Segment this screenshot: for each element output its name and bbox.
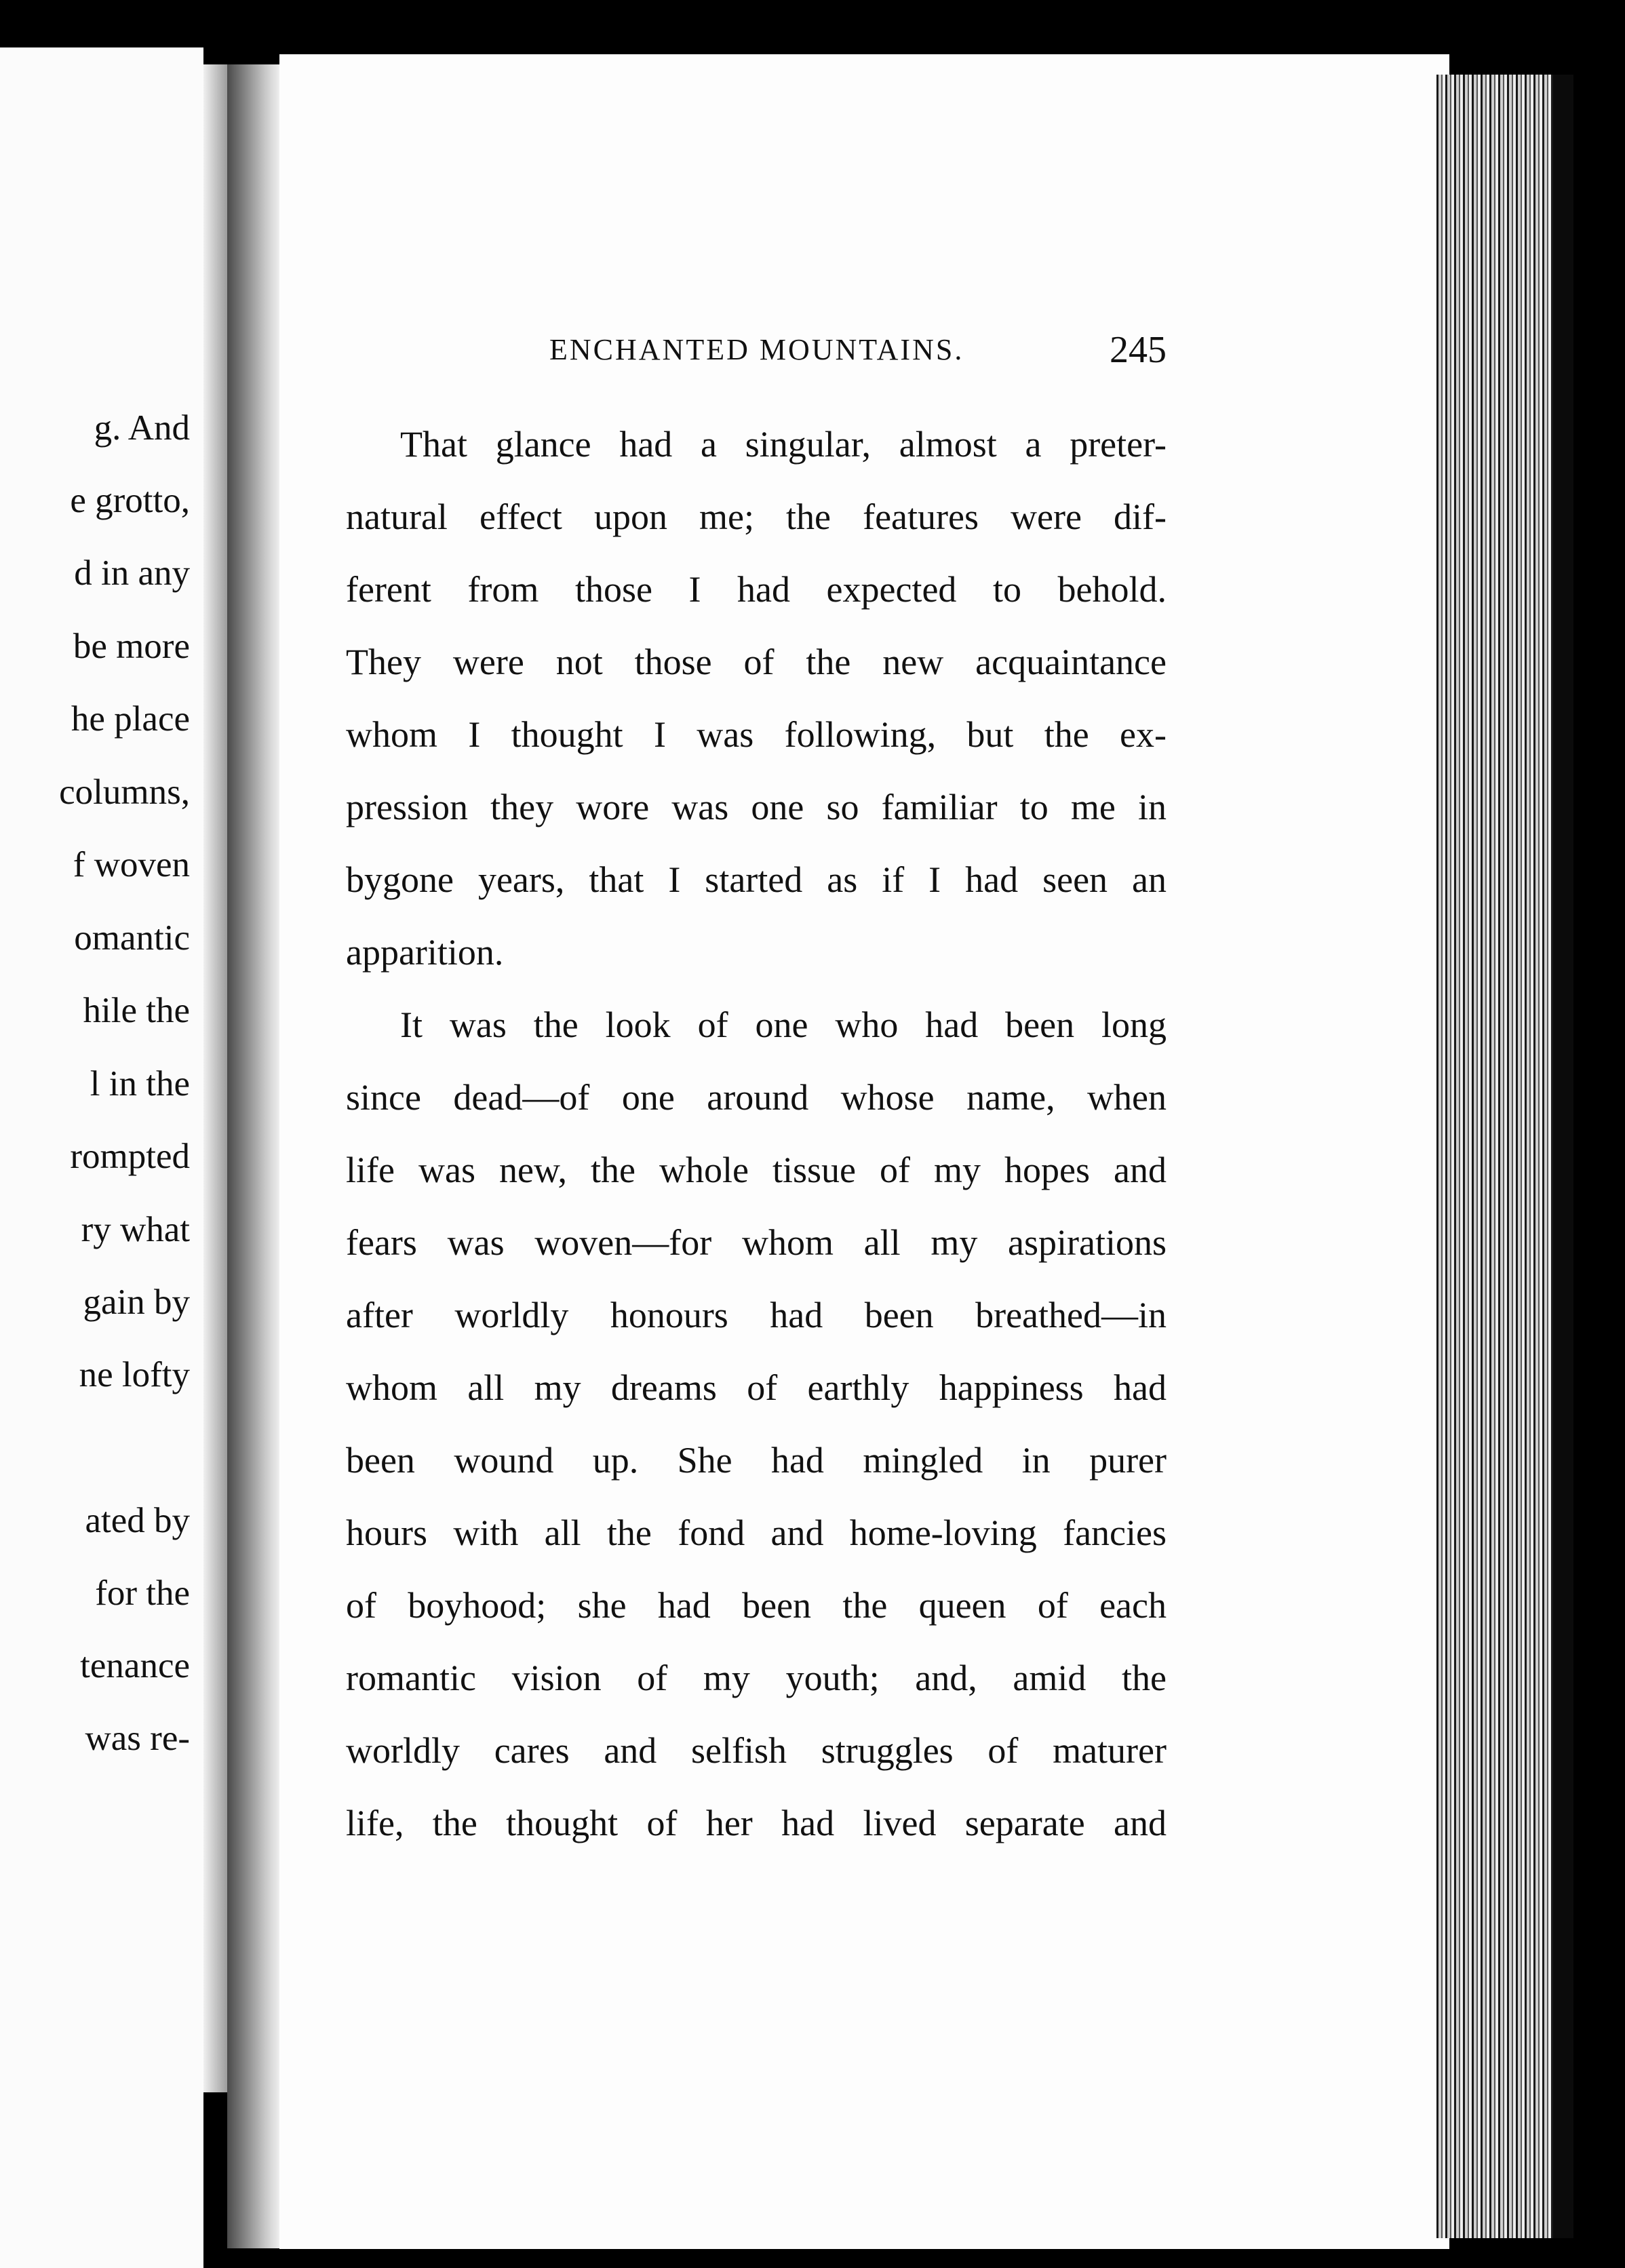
text-line: It was the look of one who had been long xyxy=(400,1004,1167,1045)
left-page-line: e grotto, xyxy=(70,481,190,520)
text-line: hours with all the fond and home-loving fancies xyxy=(346,1512,1167,1553)
text-line: natural effect upon me; the features were dif- xyxy=(346,496,1167,537)
left-page-line: be more xyxy=(73,627,190,666)
text-line: whom I thought I was following, but the ex- xyxy=(346,714,1167,755)
book-page-edges xyxy=(1436,75,1572,2238)
text-line: apparition. xyxy=(346,932,504,973)
text-line: pression they wore was one so familiar to me in xyxy=(346,787,1167,827)
text-line: been wound up. She had mingled in purer xyxy=(346,1440,1167,1481)
text-line: of boyhood; she had been the queen of each xyxy=(346,1585,1167,1626)
running-head: ENCHANTED MOUNTAINS. xyxy=(549,333,964,366)
book-cover-edge xyxy=(1553,75,1573,2238)
text-line: romantic vision of my youth; and, amid the xyxy=(346,1658,1167,1698)
left-page-line: f woven xyxy=(73,845,190,884)
text-line: bygone years, that I started as if I had seen an xyxy=(346,859,1167,900)
text-line: That glance had a singular, almost a preter- xyxy=(400,424,1167,465)
text-line: ferent from those I had expected to behold. xyxy=(346,569,1167,610)
text-line: fears was woven—for whom all my aspirations xyxy=(346,1222,1167,1263)
left-page-line: ry what xyxy=(81,1210,190,1249)
right-page-gutter-shadow xyxy=(227,64,281,2248)
left-page-line: he place xyxy=(71,699,190,739)
text-line: worldly cares and selfish struggles of maturer xyxy=(346,1730,1167,1771)
left-page-line: ated by xyxy=(85,1501,190,1540)
text-line: They were not those of the new acquaintance xyxy=(346,642,1167,682)
text-line: life was new, the whole tissue of my hopes and xyxy=(346,1150,1167,1190)
text-line: whom all my dreams of earthly happiness had xyxy=(346,1367,1167,1408)
left-page-line: for the xyxy=(95,1573,190,1613)
text-line: since dead—of one around whose name, when xyxy=(346,1077,1167,1118)
left-page-line: d in any xyxy=(74,553,190,593)
left-page xyxy=(0,47,203,2268)
left-page-line: gain by xyxy=(83,1283,190,1322)
left-page-line: was re- xyxy=(85,1719,190,1758)
text-line: after worldly honours had been breathed—in xyxy=(346,1295,1167,1335)
left-page-line: tenance xyxy=(80,1646,190,1685)
left-page-line: omantic xyxy=(74,918,190,958)
left-page-line: ne lofty xyxy=(79,1355,190,1394)
left-page-line: hile the xyxy=(83,991,190,1030)
left-page-line: g. And xyxy=(94,408,190,448)
text-line: life, the thought of her had lived separate and xyxy=(346,1803,1167,1843)
left-page-line: rompted xyxy=(70,1137,190,1176)
page-number: 245 xyxy=(1110,329,1167,371)
left-page-line: columns, xyxy=(59,773,190,812)
left-page-line: l in the xyxy=(90,1064,190,1103)
